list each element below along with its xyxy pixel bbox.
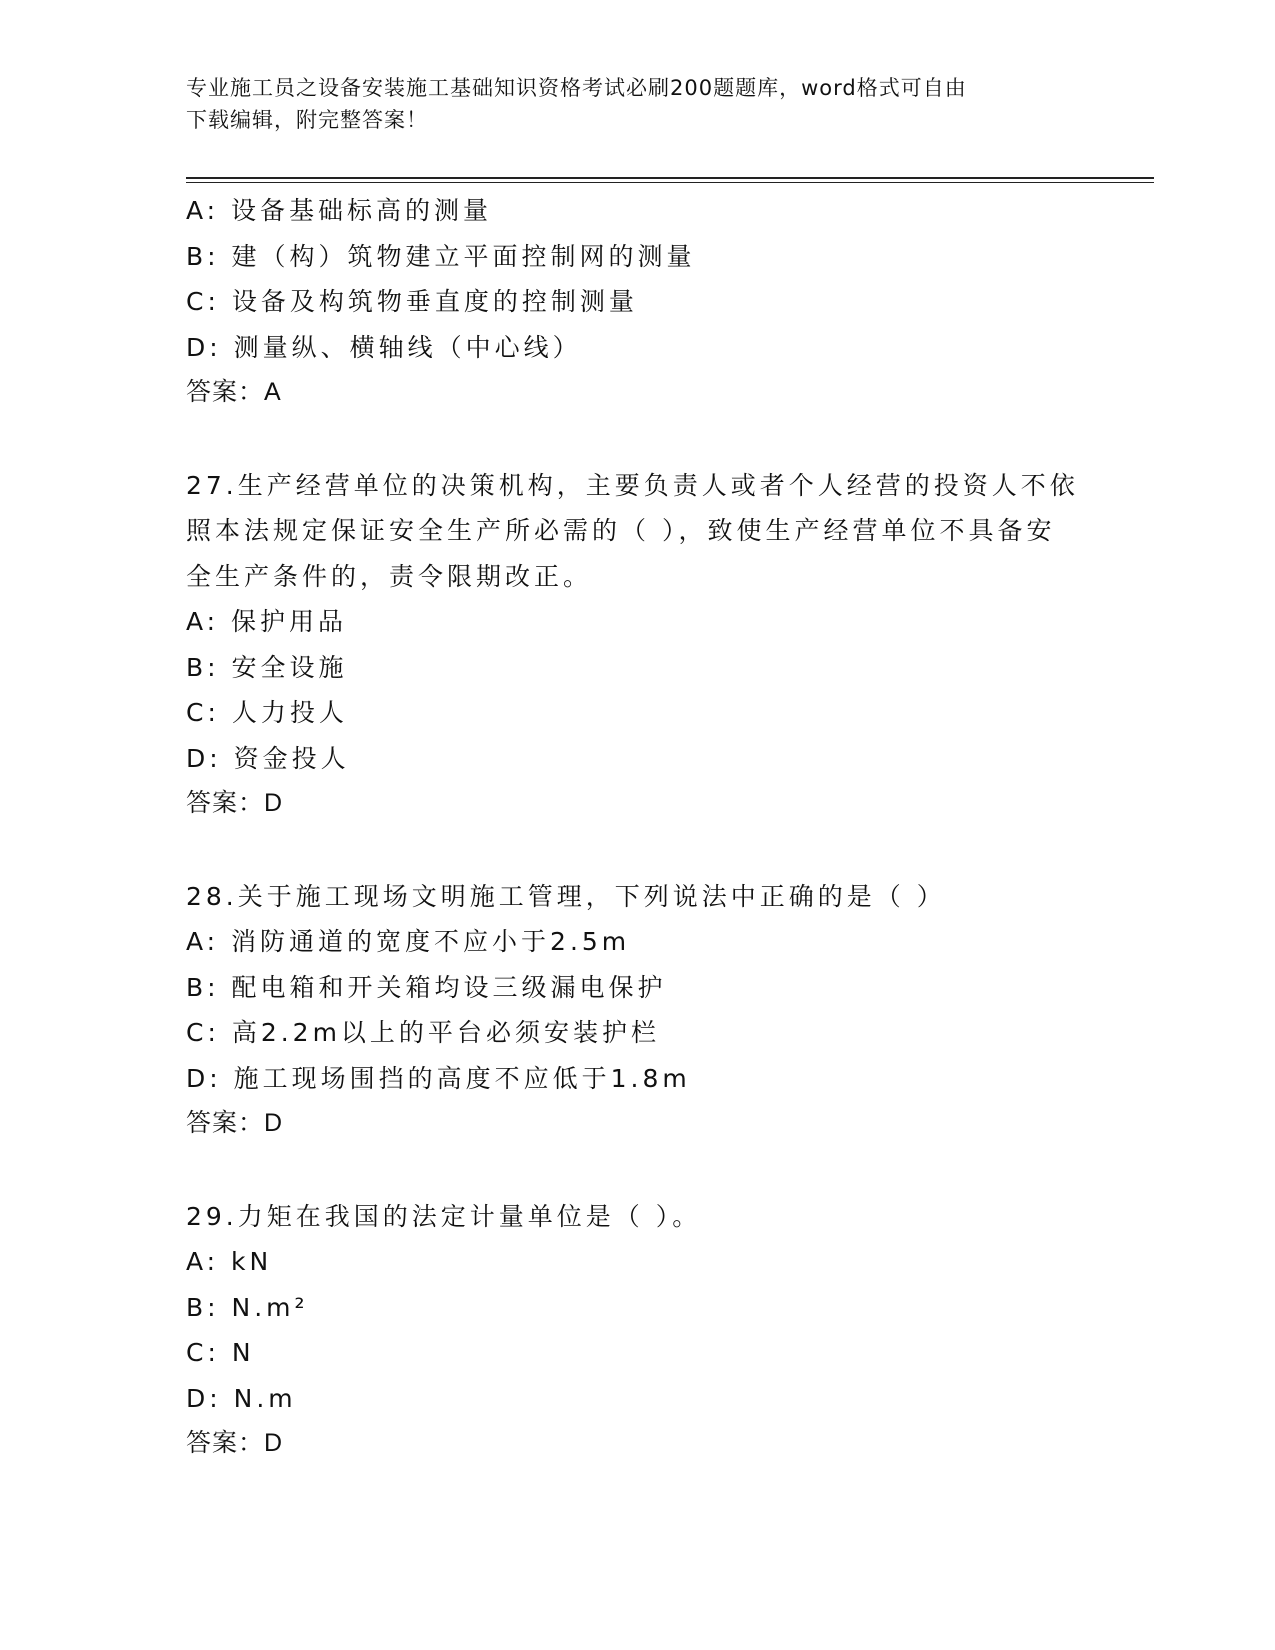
option-c: C: 高2.2m以上的平台必须安装护栏 [186, 1018, 660, 1047]
option-b: B: 安全设施 [186, 652, 348, 682]
option-b: B: 配电箱和开关箱均设三级漏电保护 [186, 972, 667, 1002]
answer-label: 答案：D [186, 789, 284, 817]
option-a: A: 设备基础标高的测量 [186, 196, 493, 225]
question-stem-line: 27.生产经营单位的决策机构，主要负责人或者个人经营的投资人不依 [186, 470, 1079, 500]
question-27 [186, 463, 1086, 827]
question-stem-line: 28.关于施工现场文明施工管理，下列说法中正确的是（ ） [186, 881, 946, 911]
question-28 [186, 874, 1086, 1147]
document-header [186, 72, 1066, 136]
question-29 [186, 1194, 1086, 1467]
option-c: C: 人力投人 [186, 698, 348, 727]
header-line-2: 下载编辑，附完整答案！ [186, 108, 428, 132]
option-a: A: kN [186, 1247, 273, 1276]
question-stem-line: 全生产条件的，责令限期改正。 [186, 561, 593, 591]
question-stem-line: 照本法规定保证安全生产所必需的（ ），致使生产经营单位不具备安 [186, 516, 1056, 545]
option-d: D: N.m [186, 1383, 297, 1413]
answer-label: 答案：D [186, 1109, 284, 1137]
option-a: A: 消防通道的宽度不应小于2.5m [186, 927, 631, 956]
question-content [186, 188, 1086, 1467]
option-d: D: 资金投人 [186, 743, 350, 773]
option-c: C: N [186, 1338, 255, 1367]
option-b: B: N.m² [186, 1292, 309, 1322]
option-d: D: 测量纵、横轴线（中心线） [186, 332, 582, 362]
answer-label: 答案：A [186, 378, 282, 406]
answer-label: 答案：D [186, 1429, 284, 1457]
option-c: C: 设备及构筑物垂直度的控制测量 [186, 287, 638, 316]
previous-question-options [186, 188, 1086, 416]
header-divider-thin [186, 182, 1154, 183]
question-stem-line: 29.力矩在我国的法定计量单位是（ ）。 [186, 1201, 702, 1231]
option-b: B: 建（构）筑物建立平面控制网的测量 [186, 241, 696, 271]
option-a: A: 保护用品 [186, 607, 348, 636]
header-line-1: 专业施工员之设备安装施工基础知识资格考试必刷200题题库，word格式可自由 [186, 76, 967, 100]
option-d: D: 施工现场围挡的高度不应低于1.8m [186, 1063, 691, 1093]
header-divider-thick [186, 177, 1154, 179]
